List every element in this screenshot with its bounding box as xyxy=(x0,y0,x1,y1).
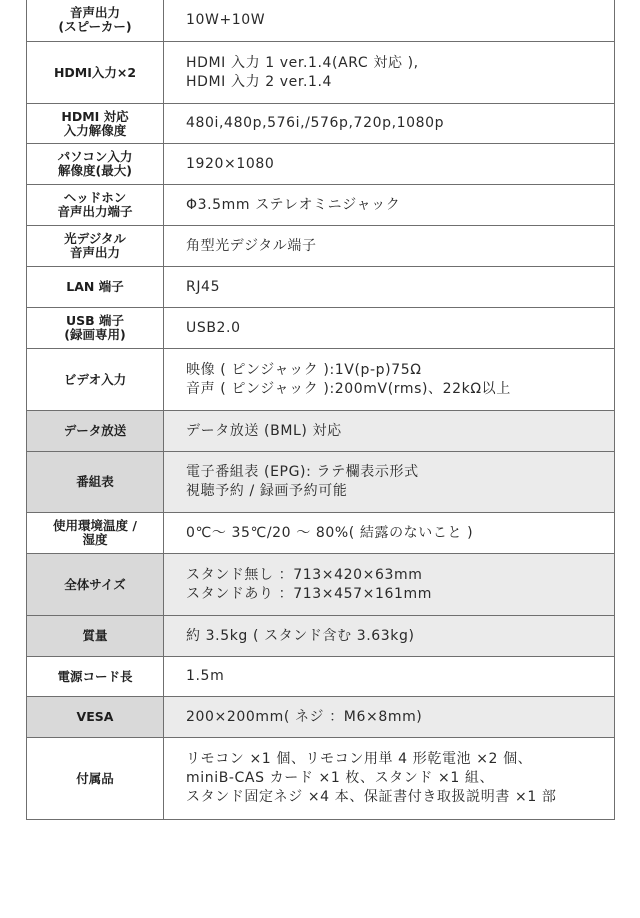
spec-table xyxy=(26,0,615,820)
spec-table-body xyxy=(27,0,615,820)
spec-row xyxy=(27,226,615,267)
spec-value: HDMI 入力 1 ver.1.4(ARC 対応 ), HDMI 入力 2 ver.1.4 xyxy=(164,42,615,104)
spec-value: 0℃～ 35℃/20 ～ 80%( 結露のないこと ) xyxy=(164,513,615,554)
spec-row xyxy=(27,0,615,42)
spec-value: 200×200mm( ネジ ：M6×8mm) xyxy=(164,697,615,738)
spec-value: スタンド無し ：713×420×63mm スタンドあり ：713×457×161mm xyxy=(164,554,615,616)
spec-label: 光デジタル 音声出力 xyxy=(27,226,164,267)
spec-row xyxy=(27,616,615,657)
spec-row xyxy=(27,185,615,226)
spec-value: RJ45 xyxy=(164,267,615,308)
spec-label: 付属品 xyxy=(27,738,164,820)
spec-value: リモコン ×1 個、リモコン用単 4 形乾電池 ×2 個、 miniB-CAS カード ×1 枚、スタンド ×1 組、 スタンド固定ネジ ×4 本、保証書付き取扱説明書 ×1 部 xyxy=(164,738,615,820)
spec-row xyxy=(27,697,615,738)
spec-label: 番組表 xyxy=(27,452,164,513)
spec-value: 映像 ( ピンジャック ):1V(p-p)75Ω 音声 ( ピンジャック ):200mV(rms)、22kΩ以上 xyxy=(164,349,615,411)
spec-row xyxy=(27,738,615,820)
spec-label: LAN 端子 xyxy=(27,267,164,308)
spec-label: 電源コード長 xyxy=(27,657,164,697)
spec-label: データ放送 xyxy=(27,411,164,452)
spec-label: 音声出力 (スピーカー) xyxy=(27,0,164,42)
spec-value: 電子番組表 (EPG): ラテ欄表示形式 視聴予約 / 録画予約可能 xyxy=(164,452,615,513)
spec-label: 全体サイズ xyxy=(27,554,164,616)
spec-value: 1.5m xyxy=(164,657,615,697)
spec-label: USB 端子 (録画専用) xyxy=(27,308,164,349)
spec-row xyxy=(27,104,615,144)
spec-row xyxy=(27,411,615,452)
spec-row xyxy=(27,349,615,411)
spec-row xyxy=(27,308,615,349)
spec-row xyxy=(27,554,615,616)
spec-value: USB2.0 xyxy=(164,308,615,349)
spec-row xyxy=(27,144,615,185)
spec-label: パソコン入力 解像度(最大) xyxy=(27,144,164,185)
spec-value: 1920×1080 xyxy=(164,144,615,185)
spec-label: 質量 xyxy=(27,616,164,657)
spec-value: Φ3.5mm ステレオミニジャック xyxy=(164,185,615,226)
spec-row xyxy=(27,267,615,308)
spec-label: ヘッドホン 音声出力端子 xyxy=(27,185,164,226)
spec-row xyxy=(27,42,615,104)
spec-value: データ放送 (BML) 対応 xyxy=(164,411,615,452)
spec-row xyxy=(27,657,615,697)
spec-label: VESA xyxy=(27,697,164,738)
spec-label: HDMI 対応 入力解像度 xyxy=(27,104,164,144)
spec-value: 480i,480p,576i,/576p,720p,1080p xyxy=(164,104,615,144)
spec-label: ビデオ入力 xyxy=(27,349,164,411)
spec-label: HDMI入力×2 xyxy=(27,42,164,104)
spec-value: 約 3.5kg ( スタンド含む 3.63kg) xyxy=(164,616,615,657)
spec-row xyxy=(27,452,615,513)
spec-value: 角型光デジタル端子 xyxy=(164,226,615,267)
spec-row xyxy=(27,513,615,554)
spec-value: 10W+10W xyxy=(164,0,615,42)
spec-label: 使用環境温度 / 湿度 xyxy=(27,513,164,554)
